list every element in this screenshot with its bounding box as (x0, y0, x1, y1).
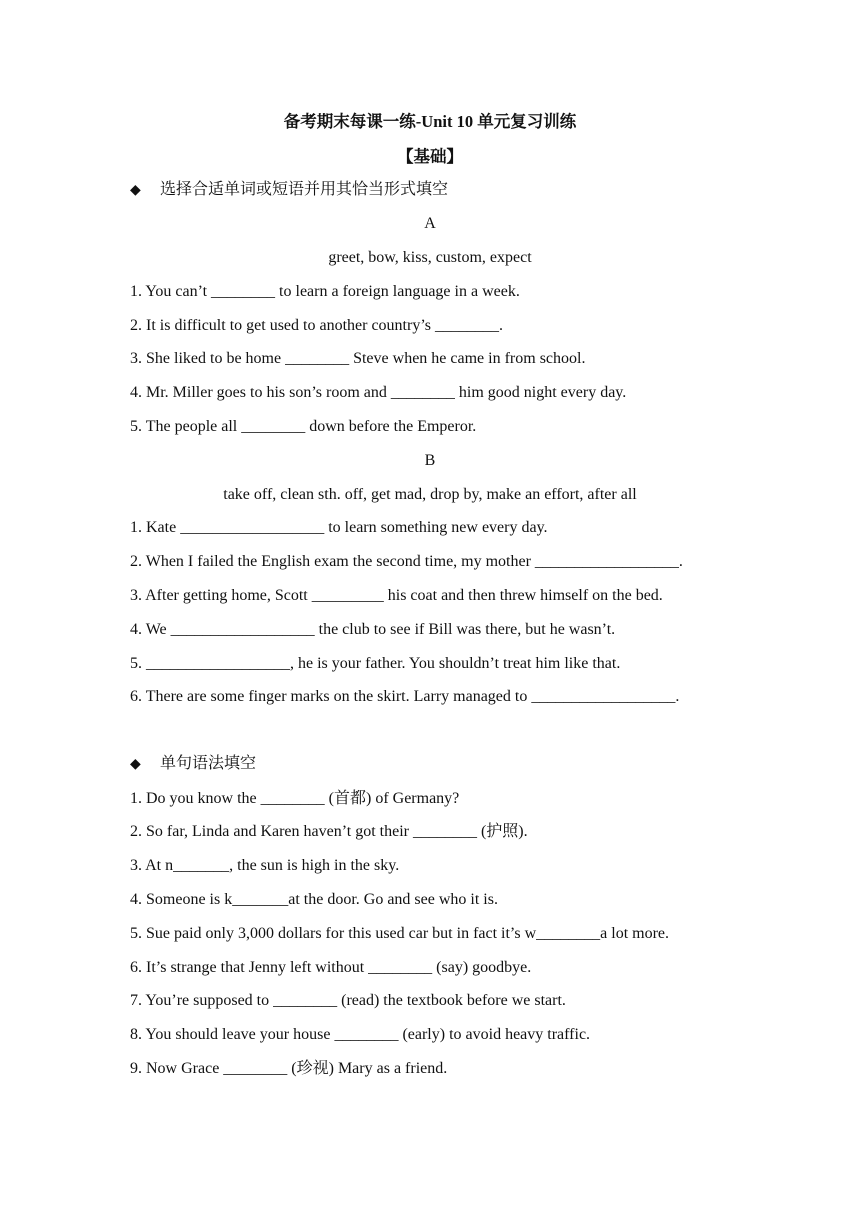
grammar-item: 3. At n_______, the sun is high in the sky. (130, 857, 400, 874)
grammar-item: 6. It’s strange that Jenny left without ________ (say) goodbye. (130, 959, 532, 976)
part-a-item: 2. It is difficult to get used to another country’s ________. (130, 317, 503, 334)
part-a-word-bank: greet, bow, kiss, custom, expect (328, 249, 532, 266)
part-b-item: 2. When I failed the English exam the second time, my mother __________________. (130, 553, 683, 570)
grammar-item: 4. Someone is k_______at the door. Go and see who it is. (130, 891, 498, 908)
part-a-item: 4. Mr. Miller goes to his son’s room and ________ him good night every day. (130, 384, 627, 401)
part-b-item: 4. We __________________ the club to see if Bill was there, but he wasn’t. (130, 621, 616, 638)
part-a-item: 5. The people all ________ down before the Emperor. (130, 418, 477, 435)
part-b-item: 6. There are some finger marks on the skirt. Larry managed to __________________. (130, 688, 680, 705)
part-a-label: A (424, 215, 436, 232)
grammar-item: 5. Sue paid only 3,000 dollars for this used car but in fact it’s w________a lot more. (130, 925, 670, 942)
part-b-item: 1. Kate __________________ to learn something new every day. (130, 519, 548, 536)
grammar-item: 1. Do you know the ________ (首都) of Germany? (130, 790, 460, 807)
part-a-item: 1. You can’t ________ to learn a foreign language in a week. (130, 283, 520, 300)
grammar-item: 9. Now Grace ________ (珍视) Mary as a friend. (130, 1060, 448, 1077)
diamond-bullet-icon: ◆ (130, 183, 141, 198)
part-b-label: B (424, 452, 436, 469)
part-a-item: 3. She liked to be home ________ Steve when he came in from school. (130, 350, 586, 367)
page-title: 备考期末每课一练-Unit 10 单元复习训练 (283, 112, 577, 131)
diamond-bullet-icon: ◆ (130, 757, 141, 772)
part-b-item: 3. After getting home, Scott _________ his coat and then threw himself on the bed. (130, 587, 663, 604)
grammar-item: 7. You’re supposed to ________ (read) the textbook before we start. (130, 992, 566, 1009)
part-b-item: 5. __________________, he is your father. You shouldn’t treat him like that. (130, 655, 621, 672)
section2-heading: 单句语法填空 (160, 755, 257, 772)
grammar-item: 2. So far, Linda and Karen haven’t got their ________ (护照). (130, 823, 528, 840)
section1-heading-row (0, 180, 860, 201)
grammar-item: 8. You should leave your house ________ (early) to avoid heavy traffic. (130, 1026, 591, 1043)
page-subtitle: 【基础】 (397, 147, 463, 166)
section1-heading: 选择合适单词或短语并用其恰当形式填空 (160, 181, 449, 198)
part-b-word-bank: take off, clean sth. off, get mad, drop by, make an effort, after all (223, 486, 637, 503)
section2-heading-row (0, 754, 860, 775)
